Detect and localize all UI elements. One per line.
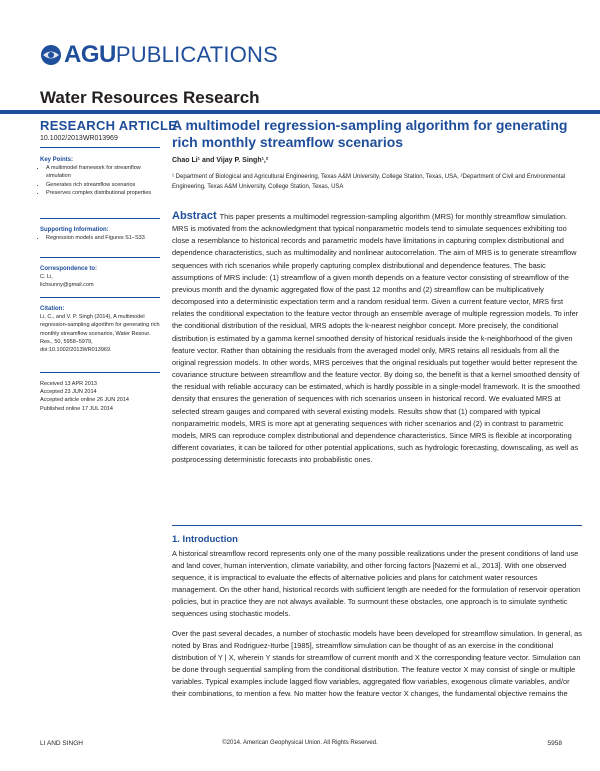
key-point-item: • Generates rich streamflow scenarios (46, 181, 160, 189)
agu-publications-logo (40, 42, 278, 68)
accepted-date: Accepted 23 JUN 2014 (40, 389, 97, 396)
key-points-heading: Key Points: (40, 157, 74, 163)
agu-globe-icon (40, 44, 62, 66)
sidebar-divider-5 (40, 372, 160, 373)
supporting-item[interactable]: • Regression models and Figures S1–S33 (46, 234, 160, 242)
logo-publications-text: PUBLICATIONS (115, 42, 278, 67)
correspondence-email[interactable]: lichsunny@gmail.com (40, 282, 94, 289)
intro-paragraph-2: Over the past several decades, a number of stochastic models have been developed for streamflow simulation. In general, as noted by Bras and Rodriguez-Iturbe [1985], streamflow simulation can be thought of as an exercise in the conditional distribution of Y | X, wherein Y stands for streamflow of current month and X the corresponding feature vector. Simulation can be done through sequential sampling from the conditional distribution. The feature vector X may consist of single or multiple variables. Typical examples include lagged flow variables, aggregated flow variables, exogenous climate variables, and/or their combinations, to mention a few. No matter how the feature vector X changes, the fundamental objective remains the (172, 629, 582, 698)
article-doi[interactable]: 10.1002/2013WR013969 (40, 135, 118, 142)
citation (40, 305, 160, 354)
sidebar-divider-3 (40, 257, 160, 258)
supporting-information (40, 226, 160, 242)
abstract-heading: Abstract (172, 210, 217, 222)
received-date: Received 13 APR 2013 (40, 381, 97, 387)
sidebar-divider-2 (40, 218, 160, 219)
sidebar-divider-4 (40, 297, 160, 298)
accepted-online-date: Accepted article online 26 JUN 2014 (40, 397, 129, 404)
introduction-body (172, 548, 582, 708)
intro-paragraph-1: A historical streamflow record represents only one of the many possible realizations under the present conditions of land use and land cover, human intervention, climate variability, and other forcing factors [Nazemi et al., 2013]. With one observed sequence, it is impractical to evaluate the effects of alternative policies and plans for catchment water resources management. On the other hand, historical records with sufficient length are needed for the formulation of reservoir operation policies, but in practice they are not always available. To surmount these obstacles, one approach is to simulate synthetic sequences using stochastic models. (172, 549, 581, 618)
abstract-text: This paper presents a multimodel regression-sampling algorithm (MRS) for monthly streamflow simulation. MRS is motivated from the acknowledgment that typical nonparametric models tend to simulate sequences exhibiting too close a resemblance to historical records and parametric models have limitations in capturing complex distributional and dependence characteristics, such as multimodality and nonlinear autocorrelation. The aim of MRS is to generate streamflow sequences with rich scenarios while properly capturing complex distributional and dependence features. The basic assumptions of MRS include: (1) streamflow of a given month depends on a feature vector consisting of streamflow of the previous month and the dynamic aggregated flow of the past 12 months and (2) streamflow can be multiplicatively decomposed into a deterministic expectation term and a random residual term. Given a current feature vector, MRS first relates the conditional expectation to the feature vector through an ensemble average of multiple regression models. To infer the conditional distribution of the residual, MRS adopts the k-nearest neighbor concept. More precisely, the conditional distribution is estimated by a gamma kernel smoothed density of historical residuals inside the k-neighborhood of the given feature vector. Rather than obtaining the residuals from the averaged model only, MRS retains all residuals from all the original regression models. In other words, MRS perceives that the original residuals put together would better represent the covariance structure between streamflow and the feature vector. By doing so, the benefit is that a kernel smoothed density of the residual with reliable accuracy can be estimated, which is hardly possible in a single-model framework. It is the smoothed density that ensures the generation of sequences with rich scenarios unseen in historical record. We evaluated MRS at selected stream gauges and compared with several existing models. Results show that (1) compared with typical nonparametric models, MRS is more apt at generating sequences with richer scenarios and (2) in contrast to parametric models, MRS can reproduce complex distributional and dependence characteristics. Since MRS is flexible at incorporating different covariates, it can be tailored for other potential applications, such as hydrologic forecasting, downscaling, as well as postprocessing deterministic forecasts into probabilistic ones. (172, 212, 580, 465)
correspondence (40, 265, 160, 290)
section-rule (172, 525, 582, 526)
supporting-heading: Supporting Information: (40, 227, 109, 233)
journal-title: Water Resources Research (40, 88, 260, 107)
published-online-date: Published online 17 JUL 2014 (40, 405, 113, 412)
sidebar-divider-1 (40, 147, 160, 148)
correspondence-name: C. Li, (40, 274, 53, 281)
header-rule (0, 110, 600, 114)
key-point-item: • Preserves complex distributional properties (46, 189, 160, 197)
key-point-item: • A multimodel framework for streamflow simulation (46, 164, 160, 180)
article-authors: Chao Li¹ and Vijay P. Singh¹,² (172, 157, 269, 164)
abstract (172, 210, 582, 466)
citation-heading: Citation: (40, 306, 65, 312)
citation-text: Li, C., and V. P. Singh (2014), A multimodel regression-sampling algorithm for generating rich monthly streamflow scenarios, Water Resour. Res., 50, 5958–5979, doi:10.1002/2013WR013969. (40, 314, 160, 354)
page-number: 5958 (547, 740, 562, 747)
article-title: A multimodel regression-sampling algorithm for generating rich monthly streamflow scenarios (172, 117, 568, 150)
logo-agu-text: AGU (64, 41, 116, 68)
section-title: 1. Introduction (172, 534, 238, 545)
correspondence-heading: Correspondence to: (40, 266, 98, 272)
author-affiliations: ¹ Department of Biological and Agricultural Engineering, Texas A&M University, College Station, Texas, USA, ²Department of Civil and Environmental Engineering, Texas A&M University, College Station, Texas, USA (172, 174, 566, 190)
article-history (40, 380, 160, 413)
footer-copyright: ©2014. American Geophysical Union. All Rights Reserved. (222, 740, 378, 746)
key-points (40, 156, 160, 197)
article-type: RESEARCH ARTICLE (40, 118, 178, 133)
footer-authors: LI AND SINGH (40, 740, 83, 747)
